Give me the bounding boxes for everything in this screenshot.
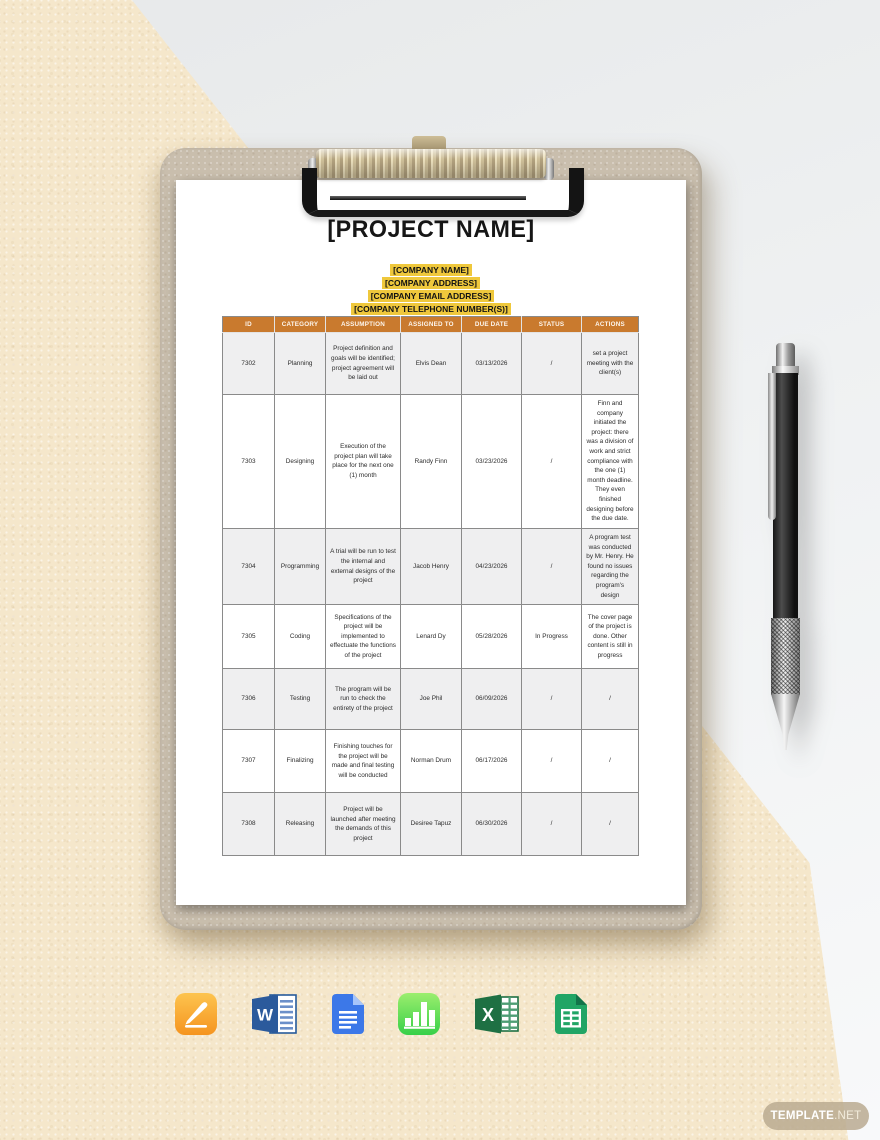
watermark-brand: TEMPLATE <box>770 1110 835 1122</box>
table-cell: / <box>522 669 582 730</box>
column-header-assigned-to: ASSIGNED TO <box>401 317 462 333</box>
table-cell: Coding <box>275 605 326 669</box>
table-cell: A trial will be run to test the internal and external designs of the project <box>326 528 401 604</box>
table-cell: / <box>522 333 582 395</box>
table-cell: Designing <box>275 395 326 529</box>
column-header-id: ID <box>223 317 275 333</box>
assumptions-table-wrapper <box>222 316 639 856</box>
apple-pages-icon[interactable] <box>174 992 218 1036</box>
clipboard-clip-handle <box>302 168 584 217</box>
table-cell: 7304 <box>223 528 275 604</box>
file-format-icons <box>174 992 589 1036</box>
google-sheets-icon[interactable] <box>553 992 589 1036</box>
table-cell: Specifications of the project will be implemented to effectuate the functions of the project <box>326 605 401 669</box>
ms-word-icon[interactable] <box>249 992 299 1036</box>
table-cell: The cover page of the project is done. Other content is still in progress <box>582 605 639 669</box>
document-page <box>176 180 686 905</box>
apple-numbers-icon[interactable] <box>397 992 441 1036</box>
table-header-row <box>223 317 639 333</box>
table-cell: 06/17/2026 <box>462 730 522 793</box>
table-cell: / <box>582 669 639 730</box>
table-row <box>223 333 639 395</box>
table-cell: 03/13/2026 <box>462 333 522 395</box>
assumptions-table <box>222 316 639 856</box>
table-cell: Lenard Dy <box>401 605 462 669</box>
table-cell: Randy Finn <box>401 395 462 529</box>
company-phone-placeholder: [COMPANY TELEPHONE NUMBER(S)] <box>351 303 511 315</box>
column-header-due-date: DUE DATE <box>462 317 522 333</box>
clipboard-clip-wire <box>330 196 526 200</box>
svg-text:X: X <box>481 1005 495 1025</box>
watermark-tld: .NET <box>834 1110 862 1122</box>
table-cell: 7303 <box>223 395 275 529</box>
table-cell: Norman Drum <box>401 730 462 793</box>
table-row <box>223 528 639 604</box>
table-body <box>223 333 639 856</box>
table-cell: 06/09/2026 <box>462 669 522 730</box>
table-cell: 03/23/2026 <box>462 395 522 529</box>
table-cell: 05/28/2026 <box>462 605 522 669</box>
table-cell: / <box>582 793 639 856</box>
table-cell: In Progress <box>522 605 582 669</box>
table-cell: Desiree Tapuz <box>401 793 462 856</box>
pen-tip <box>771 694 800 750</box>
table-cell: Elvis Dean <box>401 333 462 395</box>
pen-clip <box>768 373 776 520</box>
ms-excel-icon[interactable] <box>472 992 522 1036</box>
table-cell: / <box>522 395 582 529</box>
table-cell: 04/23/2026 <box>462 528 522 604</box>
table-cell: Planning <box>275 333 326 395</box>
table-row <box>223 605 639 669</box>
table-cell: The program will be run to check the entirety of the project <box>326 669 401 730</box>
table-cell: / <box>522 793 582 856</box>
table-cell: Jacob Henry <box>401 528 462 604</box>
table-cell: / <box>522 528 582 604</box>
column-header-status: STATUS <box>522 317 582 333</box>
pen-barrel <box>773 373 798 620</box>
table-cell: 7305 <box>223 605 275 669</box>
table-cell: 06/30/2026 <box>462 793 522 856</box>
table-cell: 7308 <box>223 793 275 856</box>
table-cell: Joe Phil <box>401 669 462 730</box>
table-cell: 7306 <box>223 669 275 730</box>
table-cell: / <box>522 730 582 793</box>
company-name-placeholder: [COMPANY NAME] <box>390 264 472 276</box>
pen-push-button <box>776 343 795 368</box>
company-info-block <box>176 263 686 315</box>
table-cell: / <box>582 730 639 793</box>
table-cell: Releasing <box>275 793 326 856</box>
table-cell: 7302 <box>223 333 275 395</box>
table-cell: Testing <box>275 669 326 730</box>
table-cell: Finishing touches for the project will be made and final testing will be conducted <box>326 730 401 793</box>
table-cell: set a project meeting with the client(s) <box>582 333 639 395</box>
table-cell: Finn and company initiated the project: there was a division of work and strict compliance with the one (1) month deadline. They even finished designing before the due date. <box>582 395 639 529</box>
table-cell: Project will be launched after meeting the demands of this project <box>326 793 401 856</box>
table-cell: Project definition and goals will be identified; project agreement will be laid out <box>326 333 401 395</box>
pen-knurled-grip <box>771 618 800 695</box>
table-cell: Finalizing <box>275 730 326 793</box>
table-row <box>223 730 639 793</box>
table-cell: A program test was conducted by Mr. Henry. He found no issues regarding the program's design <box>582 528 639 604</box>
pen <box>756 340 808 760</box>
company-address-placeholder: [COMPANY ADDRESS] <box>382 277 480 289</box>
company-email-placeholder: [COMPANY EMAIL ADDRESS] <box>368 290 495 302</box>
column-header-assumption: ASSUMPTION <box>326 317 401 333</box>
svg-text:W: W <box>256 1005 274 1025</box>
table-cell: 7307 <box>223 730 275 793</box>
column-header-category: CATEGORY <box>275 317 326 333</box>
table-row <box>223 395 639 529</box>
table-cell: Execution of the project plan will take place for the next one (1) month <box>326 395 401 529</box>
column-header-actions: ACTIONS <box>582 317 639 333</box>
table-row <box>223 793 639 856</box>
table-cell: Programming <box>275 528 326 604</box>
page-title: [PROJECT NAME] <box>327 216 535 243</box>
table-row <box>223 669 639 730</box>
templatenet-watermark[interactable] <box>763 1102 869 1130</box>
google-docs-icon[interactable] <box>330 992 366 1036</box>
